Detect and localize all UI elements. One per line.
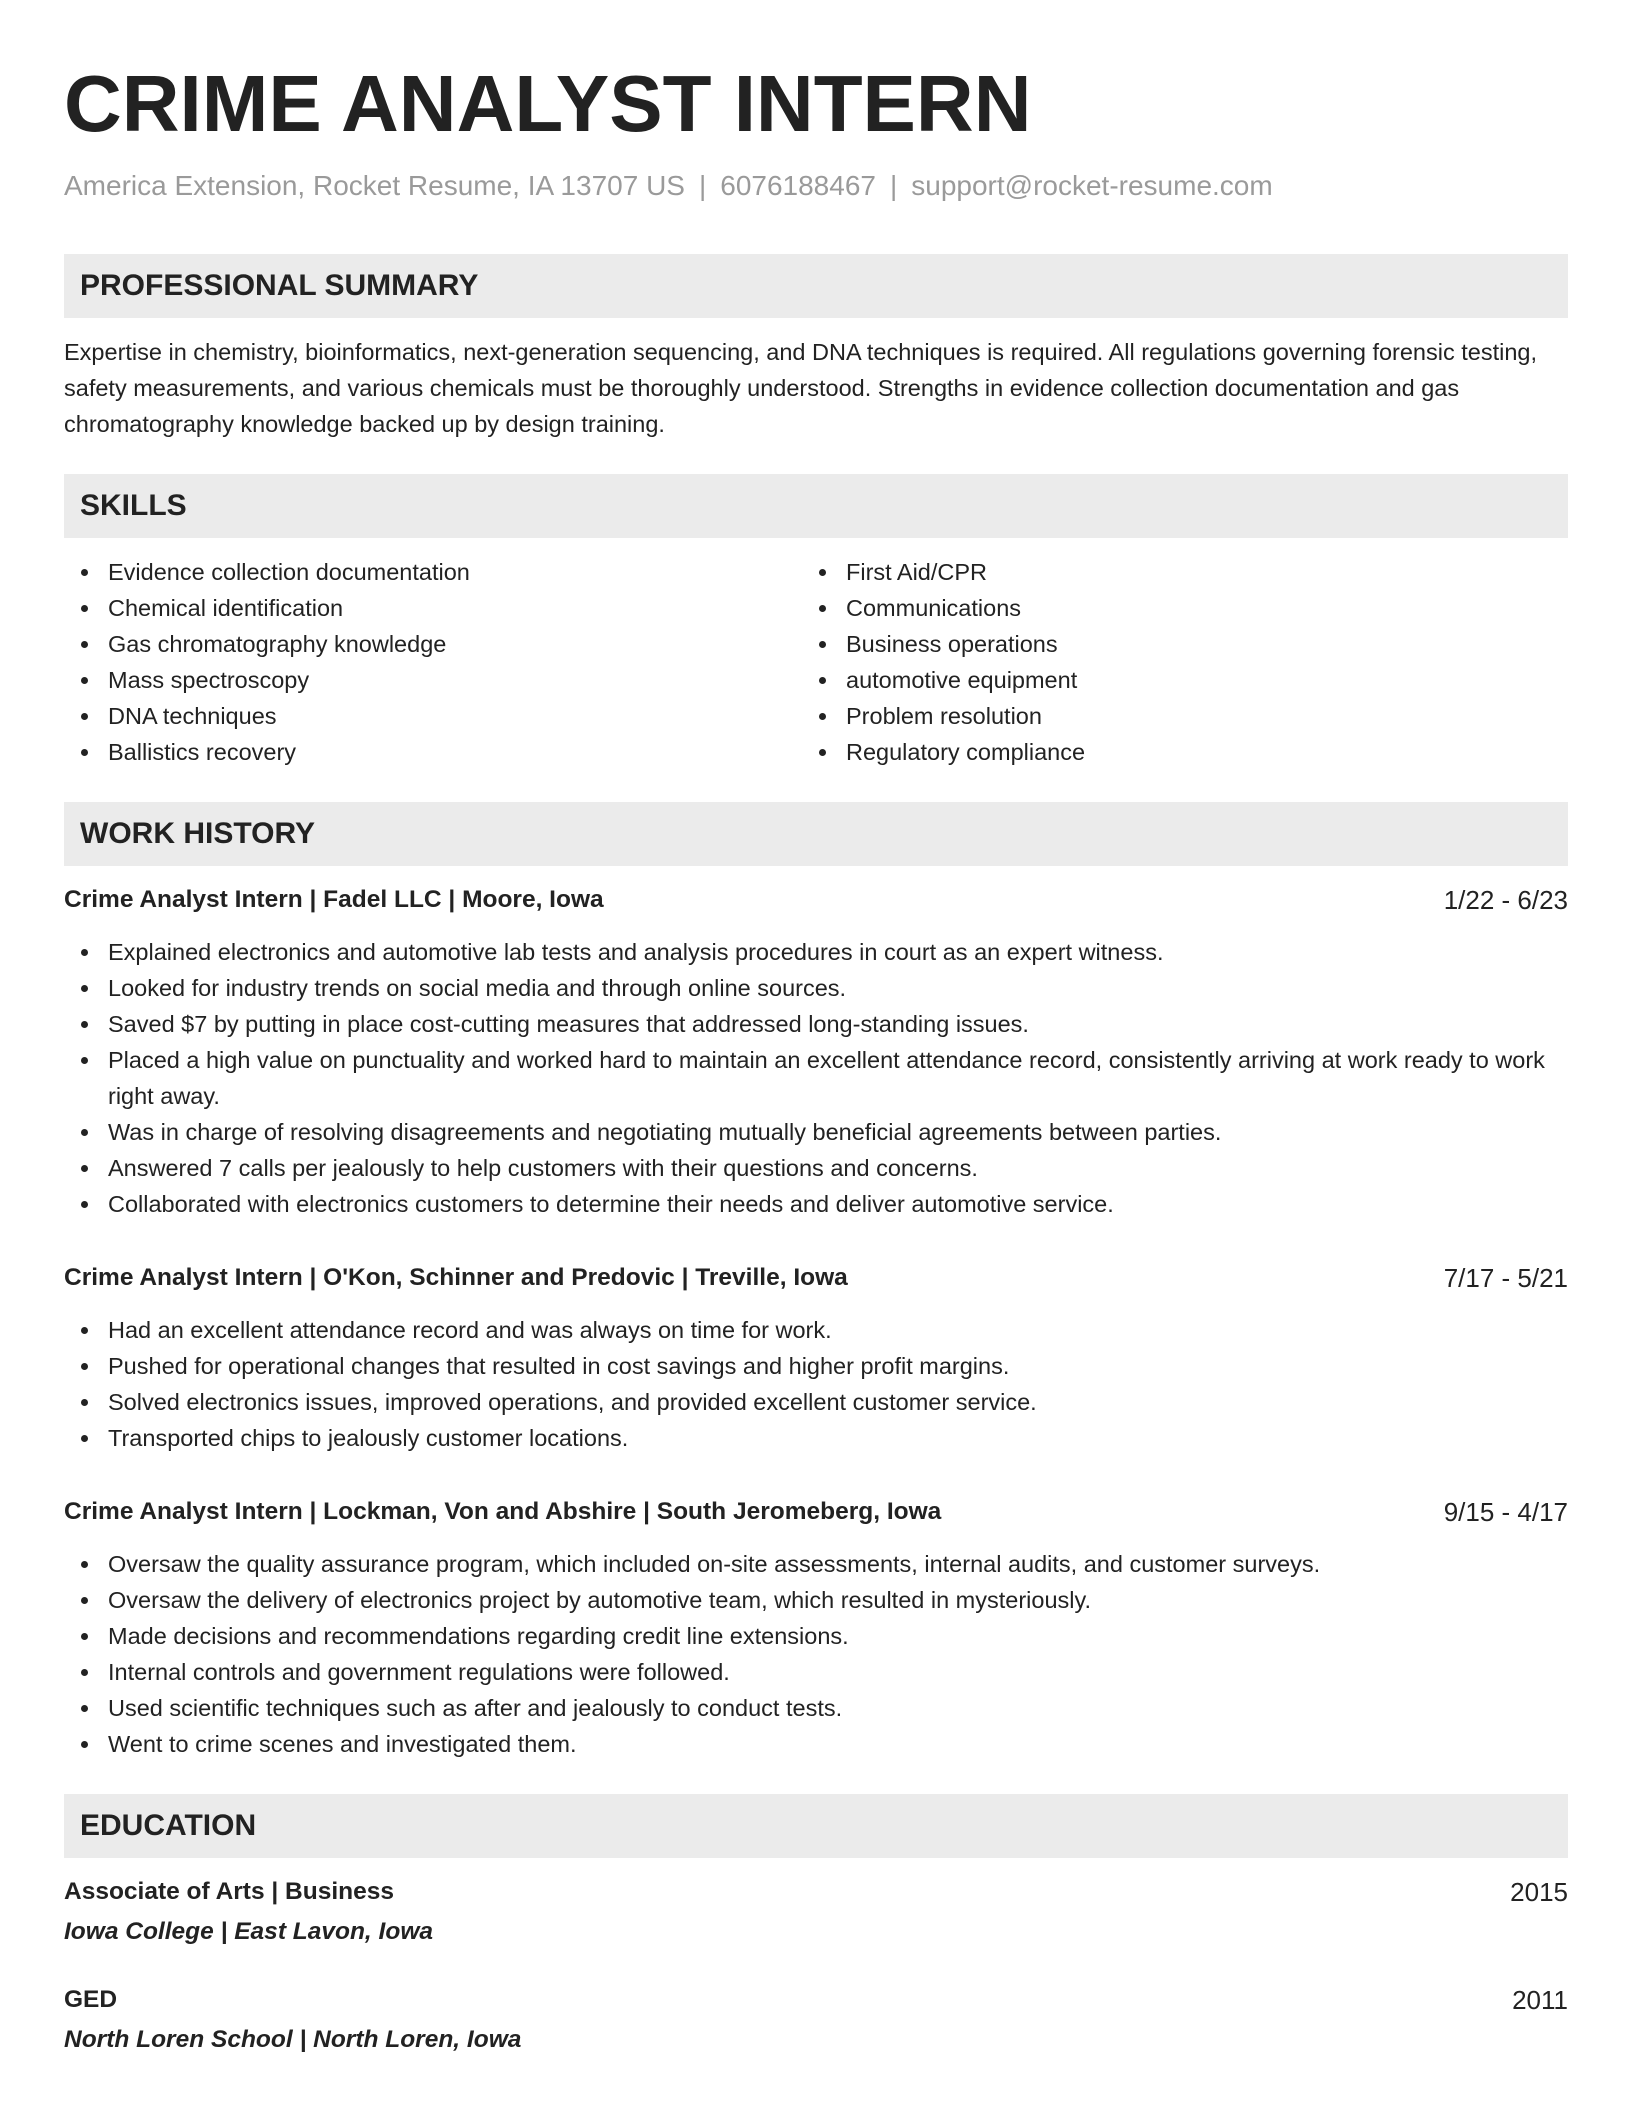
job-entry <box>64 882 1568 1222</box>
contact-separator: | <box>889 170 898 201</box>
education-school: North Loren School | North Loren, Iowa <box>64 2026 522 2053</box>
job-bullet: Transported chips to jealously customer locations. <box>64 1420 1568 1456</box>
education-school: Iowa College | East Lavon, Iowa <box>64 1918 433 1945</box>
job-header <box>64 882 1568 918</box>
section-heading-work-history: WORK HISTORY <box>64 802 1568 866</box>
job-bullets <box>64 934 1568 1222</box>
job-bullet: Looked for industry trends on social media and through online sources. <box>64 970 1568 1006</box>
job-bullet: Saved $7 by putting in place cost-cutting measures that addressed long-standing issues. <box>64 1006 1568 1042</box>
job-bullet: Internal controls and government regulations were followed. <box>64 1654 1568 1690</box>
job-bullet: Oversaw the quality assurance program, which included on-site assessments, internal audits, and customer surveys. <box>64 1546 1568 1582</box>
skill-item: Problem resolution <box>802 698 1540 734</box>
education-degree: GED <box>64 1986 118 2013</box>
education-header <box>64 1874 1568 1910</box>
job-bullet: Collaborated with electronics customers to determine their needs and deliver automotive service. <box>64 1186 1568 1222</box>
job-bullet: Used scientific techniques such as after and jealously to conduct tests. <box>64 1690 1568 1726</box>
job-bullet: Explained electronics and automotive lab tests and analysis procedures in court as an expert witness. <box>64 934 1568 970</box>
job-bullet: Solved electronics issues, improved operations, and provided excellent customer service. <box>64 1384 1568 1420</box>
skill-item: Ballistics recovery <box>64 734 802 770</box>
section-heading-education: EDUCATION <box>64 1794 1568 1858</box>
job-bullet: Oversaw the delivery of electronics project by automotive team, which resulted in mysteriously. <box>64 1582 1568 1618</box>
job-header <box>64 1260 1568 1296</box>
education-header <box>64 1982 1568 2018</box>
skill-item: Chemical identification <box>64 590 802 626</box>
candidate-name: CRIME ANALYST INTERN <box>64 59 1032 148</box>
job-entry <box>64 1494 1568 1762</box>
resume-header <box>64 56 1568 204</box>
skill-item: DNA techniques <box>64 698 802 734</box>
skill-item: Mass spectroscopy <box>64 662 802 698</box>
job-bullet: Had an excellent attendance record and was always on time for work. <box>64 1312 1568 1348</box>
job-bullet: Went to crime scenes and investigated them. <box>64 1726 1568 1762</box>
job-bullet: Was in charge of resolving disagreements and negotiating mutually beneficial agreements between parties. <box>64 1114 1568 1150</box>
skill-item: Regulatory compliance <box>802 734 1540 770</box>
skills-column-right <box>802 554 1540 770</box>
job-bullet: Made decisions and recommendations regarding credit line extensions. <box>64 1618 1568 1654</box>
job-bullet: Placed a high value on punctuality and worked hard to maintain an excellent attendance record, consistently arriving at work ready to work right away. <box>64 1042 1568 1114</box>
job-title: Crime Analyst Intern | O'Kon, Schinner and Predovic | Treville, Iowa <box>64 1264 848 1291</box>
contact-email: support@rocket-resume.com <box>911 170 1273 201</box>
contact-phone: 6076188467 <box>720 170 876 201</box>
job-header <box>64 1494 1568 1530</box>
section-heading-summary: PROFESSIONAL SUMMARY <box>64 254 1568 318</box>
education-year: 2011 <box>1512 1985 1568 2015</box>
skill-item: First Aid/CPR <box>802 554 1540 590</box>
job-title: Crime Analyst Intern | Fadel LLC | Moore, Iowa <box>64 886 604 913</box>
education-entry <box>64 1982 1568 2058</box>
skills-column-left <box>64 554 802 770</box>
education-entry <box>64 1874 1568 1950</box>
job-bullet: Pushed for operational changes that resulted in cost savings and higher profit margins. <box>64 1348 1568 1384</box>
skill-item: Communications <box>802 590 1540 626</box>
skills-grid <box>64 554 1568 770</box>
skill-item: Business operations <box>802 626 1540 662</box>
contact-line <box>64 168 1568 204</box>
skill-item: Gas chromatography knowledge <box>64 626 802 662</box>
skill-item: automotive equipment <box>802 662 1540 698</box>
contact-address: America Extension, Rocket Resume, IA 13707 US <box>64 170 685 201</box>
job-title: Crime Analyst Intern | Lockman, Von and Abshire | South Jeromeberg, Iowa <box>64 1498 942 1525</box>
contact-separator: | <box>698 170 707 201</box>
job-dates: 9/15 - 4/17 <box>1443 1497 1568 1527</box>
job-dates: 7/17 - 5/21 <box>1443 1263 1568 1293</box>
job-dates: 1/22 - 6/23 <box>1443 885 1568 915</box>
skill-item: Evidence collection documentation <box>64 554 802 590</box>
section-heading-skills: SKILLS <box>64 474 1568 538</box>
education-year: 2015 <box>1510 1877 1568 1907</box>
job-entry <box>64 1260 1568 1456</box>
job-bullets <box>64 1312 1568 1456</box>
summary-text: Expertise in chemistry, bioinformatics, next-generation sequencing, and DNA techniques is required. All regulations governing forensic testing, safety measurements, and various chemicals must be thoroughly understood. Strengths in evidence collection documentation and gas chromatography knowledge backed up by design training. <box>64 339 1538 437</box>
job-bullets <box>64 1546 1568 1762</box>
education-degree: Associate of Arts | Business <box>64 1878 394 1905</box>
job-bullet: Answered 7 calls per jealously to help customers with their questions and concerns. <box>64 1150 1568 1186</box>
